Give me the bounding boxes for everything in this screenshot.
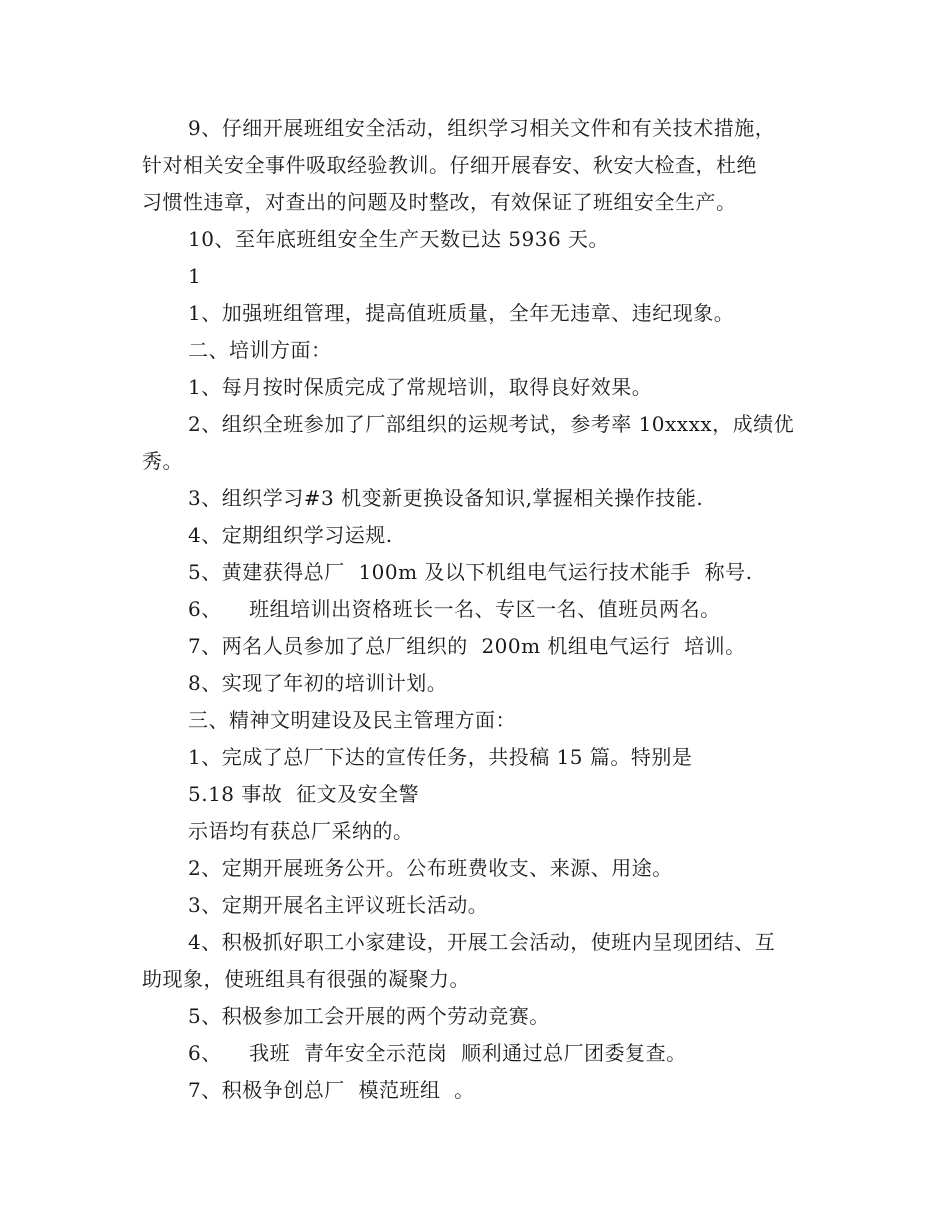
paragraph-line: 2、定期开展班务公开。公布班费收支、来源、用途。 — [188, 856, 673, 880]
paragraph-line: 针对相关安全事件吸取经验教训。仔细开展春安、秋安大检查，杜绝 — [142, 153, 757, 177]
paragraph-line: 3、定期开展名主评议班长活动。 — [188, 893, 489, 917]
paragraph-line: 3、组织学习#3 机变新更换设备知识,掌握相关操作技能. — [188, 486, 704, 510]
paragraph-line: 习惯性违章，对查出的问题及时整改，有效保证了班组安全生产。 — [142, 190, 737, 214]
paragraph-line: 秀。 — [142, 449, 183, 473]
section-heading: 二、培训方面： — [188, 338, 332, 362]
paragraph-line: 2、组织全班参加了厂部组织的运规考试，参考率 10xxxx，成绩优 — [188, 412, 795, 436]
paragraph-line: 1、每月按时保质完成了常规培训，取得良好效果。 — [188, 375, 653, 399]
paragraph-line: 7、积极争创总厂 模范班组 。 — [188, 1078, 475, 1102]
paragraph-line: 5、黄建获得总厂 100m 及以下机组电气运行技术能手 称号. — [188, 560, 753, 584]
paragraph-line: 6、 我班 青年安全示范岗 顺利通过总厂团委复查。 — [188, 1041, 687, 1065]
paragraph-line: 4、定期组织学习运规. — [188, 523, 393, 547]
paragraph-line: 5.18 事故 征文及安全警 — [188, 782, 420, 806]
paragraph-line: 9、仔细开展班组安全活动，组织学习相关文件和有关技术措施， — [188, 116, 776, 140]
paragraph-line: 1 — [188, 264, 202, 288]
paragraph-line: 4、积极抓好职工小家建设，开展工会活动，使班内呈现团结、互 — [188, 930, 776, 954]
paragraph-line: 10、至年底班组安全生产天数已达 5936 天。 — [188, 227, 610, 251]
paragraph-line: 8、实现了年初的培训计划。 — [188, 671, 448, 695]
section-heading: 三、精神文明建设及民主管理方面： — [188, 708, 516, 732]
paragraph-line: 6、 班组培训出资格班长一名、专区一名、值班员两名。 — [188, 597, 721, 621]
paragraph-line: 1、加强班组管理，提高值班质量，全年无违章、违纪现象。 — [188, 301, 735, 325]
paragraph-line: 1、完成了总厂下达的宣传任务，共投稿 15 篇。特别是 — [188, 745, 693, 769]
paragraph-line: 7、两名人员参加了总厂组织的 200m 机组电气运行 培训。 — [188, 634, 746, 658]
paragraph-line: 示语均有获总厂采纳的。 — [188, 819, 414, 843]
paragraph-line: 助现象，使班组具有很强的凝聚力。 — [142, 967, 470, 991]
paragraph-line: 5、积极参加工会开展的两个劳动竞赛。 — [188, 1004, 550, 1028]
